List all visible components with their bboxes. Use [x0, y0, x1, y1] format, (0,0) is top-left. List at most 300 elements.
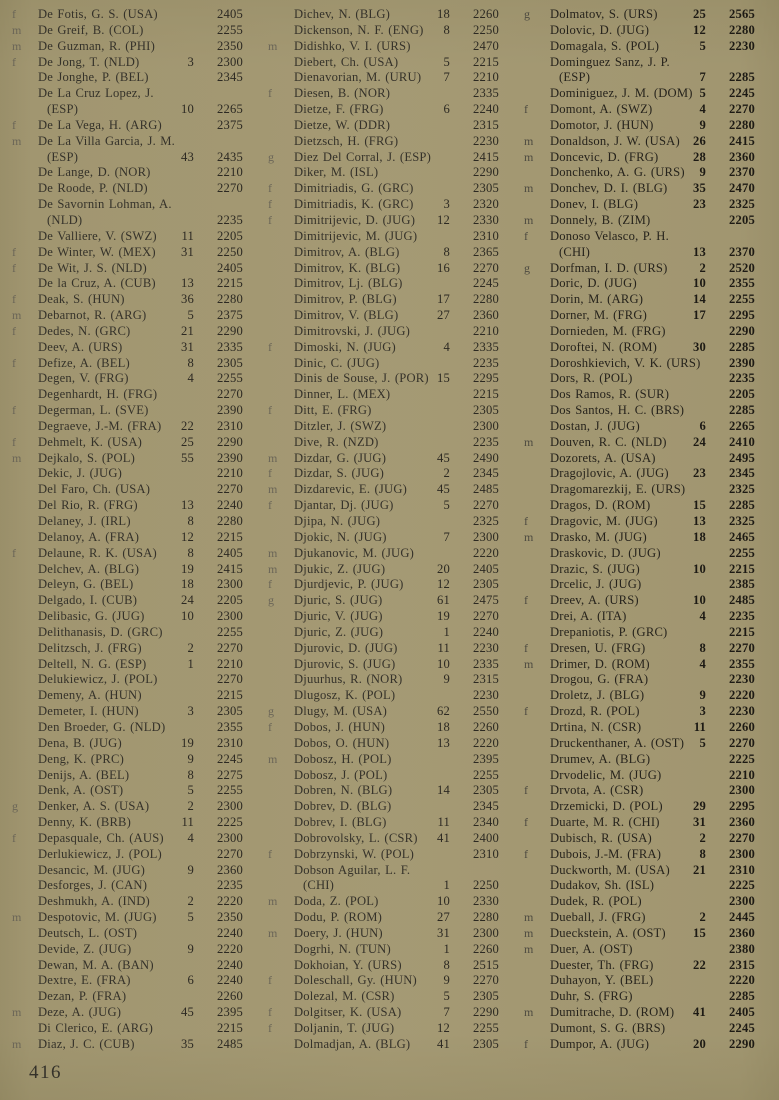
rating-value: 2230: [473, 133, 499, 148]
games-count: 9: [187, 941, 194, 956]
rating-list-row: [12, 245, 243, 261]
player-name: Dragomarezkij, E. (URS): [550, 482, 686, 497]
player-name: Donchenko, A. G. (URS): [550, 165, 685, 180]
title-letter: m: [524, 133, 534, 148]
rating-value: 2270: [729, 830, 755, 845]
rating-list-row: [268, 356, 499, 372]
title-letter: f: [12, 545, 17, 560]
rating-value: 2255: [473, 1021, 499, 1035]
rating-list-row: [12, 86, 243, 102]
player-name: De Roode, P. (NLD): [38, 181, 148, 196]
games-count: 18: [437, 719, 450, 734]
player-name: Dragojlovic, A. (JUG): [550, 466, 669, 481]
rating-list-row: [12, 1037, 243, 1053]
games-count: 3: [699, 704, 706, 719]
rating-value: 2350: [217, 910, 243, 925]
player-name: Delaney, J. (IRL): [38, 514, 131, 528]
games-count: 4: [699, 102, 706, 117]
rating-list-row: [268, 815, 499, 831]
title-letter: f: [268, 466, 273, 481]
games-count: 2: [187, 640, 194, 655]
title-letter: m: [268, 925, 278, 940]
rating-list-row: [268, 973, 499, 989]
page-number: 416: [29, 1062, 62, 1083]
rating-list-row: [12, 371, 243, 387]
player-name: Dogrhi, N. (TUN): [294, 941, 391, 956]
player-name: Djuurhus, R. (NOR): [294, 672, 403, 687]
rating-value: 2475: [473, 593, 499, 608]
rating-value: 2320: [473, 197, 499, 212]
rating-list-row: [12, 831, 243, 847]
rating-list-row: [524, 1037, 755, 1053]
rating-list-row: [12, 562, 243, 578]
rating-value: 2300: [473, 418, 499, 433]
player-name: Dumitrache, D. (ROM): [550, 1005, 675, 1020]
rating-list-row: [524, 878, 755, 894]
rating-value: 2435: [217, 149, 243, 164]
player-name: Den Broeder, G. (NLD): [38, 719, 166, 734]
player-name: Domotor, J. (HUN): [550, 117, 654, 132]
player-name: Drazic, S. (JUG): [550, 561, 640, 576]
rating-list-row: [524, 942, 755, 958]
rating-value: 2565: [729, 7, 755, 21]
player-name: Dornieden, M. (FRG): [550, 323, 666, 338]
player-name: Drepaniotis, P. (GRC): [550, 624, 668, 639]
player-name: Deshmukh, A. (IND): [38, 894, 150, 909]
games-count: 9: [699, 688, 706, 703]
rating-value: 2260: [729, 719, 755, 734]
player-name: Depasquale, Ch. (AUS): [38, 830, 164, 845]
games-count: 13: [181, 498, 194, 513]
player-name: Dobrev, D. (BLG): [294, 799, 392, 814]
rating-list-row: [12, 70, 243, 86]
player-name: Degerman, L. (SVE): [38, 403, 149, 418]
rating-list-row: [524, 324, 755, 340]
player-name: Desforges, J. (CAN): [38, 878, 148, 893]
title-letter: f: [12, 830, 17, 845]
games-count: 2: [699, 910, 706, 925]
rating-list-row: [12, 593, 243, 609]
rating-list-row: [268, 704, 499, 720]
games-count: 41: [693, 1005, 706, 1020]
games-count: 23: [693, 197, 706, 212]
player-name: Doljanin, T. (JUG): [294, 1021, 395, 1035]
rating-list-row: [268, 546, 499, 562]
player-name: Dizdar, S. (JUG): [294, 466, 385, 481]
rating-value: 2270: [473, 609, 499, 624]
rating-list-row: [12, 609, 243, 625]
title-letter: f: [268, 86, 273, 101]
rating-list-row: [524, 340, 755, 356]
games-count: 17: [437, 292, 450, 307]
rating-value: 2515: [473, 957, 499, 972]
player-name: Duhr, S. (FRG): [550, 989, 633, 1004]
player-name: (ESP): [47, 149, 79, 164]
rating-list-row: [268, 466, 499, 482]
player-name: Dragos, D. (ROM): [550, 498, 651, 513]
player-name: Dodu, P. (ROM): [294, 910, 383, 925]
rating-value: 2270: [473, 498, 499, 513]
rating-value: 2220: [217, 941, 243, 956]
rating-value: 2240: [217, 957, 243, 972]
player-name: Desancic, M. (JUG): [38, 862, 146, 877]
games-count: 15: [693, 925, 706, 940]
player-name: Dimitrov, V. (BLG): [294, 308, 399, 323]
player-name: Donaldson, J. W. (USA): [550, 133, 680, 148]
rating-value: 2260: [473, 941, 499, 956]
rating-list-row: [524, 276, 755, 292]
rating-value: 2205: [217, 228, 243, 243]
rating-value: 2220: [729, 973, 755, 988]
player-name: Dinner, L. (MEX): [294, 387, 391, 402]
player-name: Donchev, D. I. (BLG): [550, 181, 668, 196]
rating-value: 2210: [729, 767, 755, 782]
rating-value: 2240: [473, 624, 499, 639]
rating-column-3: [524, 7, 755, 1053]
rating-value: 2330: [473, 894, 499, 909]
rating-value: 2300: [217, 830, 243, 845]
rating-list-row: [268, 387, 499, 403]
rating-list-row: [12, 7, 243, 23]
rating-value: 2360: [729, 149, 755, 164]
rating-value: 2270: [729, 102, 755, 117]
player-name: Dresen, U. (FRG): [550, 640, 646, 655]
rating-value: 2415: [729, 133, 755, 148]
rating-value: 2390: [217, 403, 243, 418]
games-count: 10: [437, 656, 450, 671]
rating-value: 2290: [729, 323, 755, 338]
games-count: 9: [699, 165, 706, 180]
games-count: 55: [181, 450, 194, 465]
rating-value: 2490: [473, 450, 499, 465]
rating-list-row: [524, 720, 755, 736]
rating-list-row: [12, 292, 243, 308]
rating-list-row: [268, 70, 499, 86]
player-name: Djukanovic, M. (JUG): [294, 545, 415, 560]
title-letter: m: [12, 133, 22, 148]
games-count: 9: [443, 973, 450, 988]
rating-value: 2215: [217, 1021, 243, 1035]
player-name: Dobrzynski, W. (POL): [294, 846, 415, 861]
player-name: Delithanasis, D. (GRC): [38, 624, 163, 639]
title-letter: m: [524, 1005, 534, 1020]
title-letter: f: [524, 228, 529, 243]
rating-value: 2270: [217, 640, 243, 655]
games-count: 31: [693, 815, 706, 830]
rating-value: 2485: [473, 482, 499, 497]
player-name: Dubisch, R. (USA): [550, 830, 652, 845]
player-name: Dimoski, N. (JUG): [294, 339, 396, 354]
rating-list-row: [524, 910, 755, 926]
games-count: 24: [181, 593, 194, 608]
player-name: Ditt, E. (FRG): [294, 403, 372, 418]
rating-value: 2270: [473, 260, 499, 275]
rating-list-row: [524, 783, 755, 799]
games-count: 10: [693, 593, 706, 608]
games-count: 13: [693, 244, 706, 259]
player-name: Dietze, W. (DDR): [294, 117, 391, 132]
title-letter: g: [268, 593, 275, 608]
rating-value: 2405: [729, 1005, 755, 1020]
rating-value: 2295: [729, 308, 755, 323]
player-name: Dolgitser, K. (USA): [294, 1005, 402, 1020]
rating-list-row: [268, 593, 499, 609]
rating-list-row: [268, 39, 499, 55]
games-count: 26: [693, 133, 706, 148]
games-count: 9: [443, 672, 450, 687]
player-name: Dobrovolsky, L. (CSR): [294, 830, 418, 845]
player-name: Dimitrovski, J. (JUG): [294, 323, 411, 338]
rating-list-row: [524, 704, 755, 720]
rating-list-row: [524, 466, 755, 482]
rating-list-row: [268, 181, 499, 197]
rating-list-row: [268, 165, 499, 181]
rating-list-row: [524, 958, 755, 974]
rating-list-row: [12, 118, 243, 134]
player-name: De Lange, D. (NOR): [38, 165, 151, 180]
rating-value: 2410: [729, 434, 755, 449]
title-letter: f: [12, 54, 17, 69]
games-count: 5: [187, 783, 194, 798]
title-letter: f: [268, 719, 273, 734]
rating-list-row: [524, 609, 755, 625]
rating-value: 2280: [217, 292, 243, 307]
games-count: 21: [181, 323, 194, 338]
games-count: 8: [187, 545, 194, 560]
player-name: Degenhardt, H. (FRG): [38, 387, 158, 402]
rating-list-row: [524, 292, 755, 308]
rating-value: 2470: [473, 38, 499, 53]
title-letter: m: [12, 308, 22, 323]
rating-value: 2305: [473, 577, 499, 592]
player-name: De La Vega, H. (ARG): [38, 117, 162, 132]
games-count: 18: [693, 529, 706, 544]
player-name: Douven, R. C. (NLD): [550, 434, 667, 449]
rating-list-row: [12, 134, 243, 150]
rating-list-row: [524, 39, 755, 55]
player-name: Dolezal, M. (CSR): [294, 989, 395, 1004]
rating-value: 2270: [217, 181, 243, 196]
player-name: Deak, S. (HUN): [38, 292, 125, 307]
rating-value: 2310: [729, 862, 755, 877]
rating-value: 2245: [729, 1021, 755, 1035]
rating-value: 2375: [217, 308, 243, 323]
rating-list-row: [524, 165, 755, 181]
rating-value: 2225: [217, 815, 243, 830]
rating-value: 2415: [473, 149, 499, 164]
games-count: 5: [443, 989, 450, 1004]
player-name: Dolmatov, S. (URS): [550, 7, 658, 21]
rating-list-row: [268, 197, 499, 213]
games-count: 41: [437, 830, 450, 845]
rating-value: 2485: [217, 1036, 243, 1051]
player-name: De la Cruz, A. (CUB): [38, 276, 156, 291]
rating-value: 2395: [473, 751, 499, 766]
rating-value: 2310: [217, 418, 243, 433]
games-count: 2: [187, 799, 194, 814]
title-letter: m: [524, 181, 534, 196]
rating-value: 2285: [729, 339, 755, 354]
title-letter: f: [524, 102, 529, 117]
player-name: Dobos, O. (HUN): [294, 735, 390, 750]
rating-value: 2280: [217, 514, 243, 528]
rating-value: 2230: [729, 672, 755, 687]
rating-list-row: [268, 641, 499, 657]
rating-value: 2270: [217, 846, 243, 861]
player-name: Drzemicki, D. (POL): [550, 799, 663, 814]
title-letter: f: [268, 212, 273, 227]
player-name: Drozd, R. (POL): [550, 704, 640, 719]
rating-value: 2405: [217, 7, 243, 21]
games-count: 5: [699, 86, 706, 101]
rating-value: 2265: [729, 418, 755, 433]
games-count: 10: [693, 561, 706, 576]
rating-list-row: [268, 752, 499, 768]
title-letter: f: [524, 514, 529, 528]
rating-value: 2305: [473, 783, 499, 798]
rating-list-row: [268, 435, 499, 451]
rating-value: 2255: [217, 22, 243, 37]
title-letter: f: [12, 117, 17, 132]
games-count: 15: [693, 498, 706, 513]
player-name: Doncevic, D. (FRG): [550, 149, 659, 164]
player-name: Donnely, B. (ZIM): [550, 212, 651, 227]
rating-value: 2300: [217, 609, 243, 624]
games-count: 20: [437, 561, 450, 576]
player-name: Diebert, Ch. (USA): [294, 54, 399, 69]
rating-list-row: [12, 910, 243, 926]
title-letter: f: [268, 181, 273, 196]
rating-value: 2310: [473, 846, 499, 861]
rating-value: 2210: [217, 165, 243, 180]
rating-value: 2255: [217, 624, 243, 639]
rating-value: 2385: [729, 577, 755, 592]
games-count: 27: [437, 910, 450, 925]
rating-list-row: [524, 498, 755, 514]
rating-list-row: [12, 498, 243, 514]
player-name: Dobren, N. (BLG): [294, 783, 393, 798]
player-name: Drcelic, J. (JUG): [550, 577, 642, 592]
games-count: 12: [437, 1021, 450, 1035]
games-count: 11: [437, 640, 450, 655]
games-count: 45: [437, 450, 450, 465]
rating-value: 2355: [729, 656, 755, 671]
rating-list-row: [524, 213, 755, 229]
rating-value: 2270: [217, 672, 243, 687]
title-letter: f: [12, 260, 17, 275]
rating-value: 2445: [729, 910, 755, 925]
rating-list-row: [524, 55, 755, 71]
player-name: Dienavorian, M. (URU): [294, 70, 422, 85]
rating-value: 2360: [473, 308, 499, 323]
rating-list-row: [12, 39, 243, 55]
rating-value: 2215: [729, 561, 755, 576]
rating-list-row: [524, 752, 755, 768]
rating-value: 2215: [217, 276, 243, 291]
title-letter: m: [12, 1036, 22, 1051]
player-name: Dueball, J. (FRG): [550, 910, 646, 925]
player-name: De Guzman, R. (PHI): [38, 38, 155, 53]
title-letter: f: [524, 640, 529, 655]
player-name: Duckworth, M. (USA): [550, 862, 670, 877]
player-name: Doroftei, N. (ROM): [550, 339, 658, 354]
title-letter: m: [524, 941, 534, 956]
player-name: Diez Del Corral, J. (ESP): [294, 149, 432, 164]
rating-value: 2300: [217, 577, 243, 592]
player-name: Dobson Aguilar, L. F.: [294, 862, 411, 877]
rating-value: 2290: [217, 434, 243, 449]
title-letter: f: [268, 339, 273, 354]
player-name: Dominguez Sanz, J. P.: [550, 54, 670, 69]
rating-value: 2285: [729, 70, 755, 85]
rating-list-row: [524, 451, 755, 467]
games-count: 36: [181, 292, 194, 307]
rating-value: 2315: [729, 957, 755, 972]
rating-list-row: [12, 641, 243, 657]
player-name: Dive, R. (NZD): [294, 434, 379, 449]
player-name: Demeny, A. (HUN): [38, 688, 142, 703]
rating-list-row: [268, 514, 499, 530]
player-name: Djurdjevic, P. (JUG): [294, 577, 404, 592]
player-name: Denijs, A. (BEL): [38, 767, 130, 782]
rating-list-row: [268, 498, 499, 514]
rating-list-row: [524, 625, 755, 641]
games-count: 35: [181, 1036, 194, 1051]
rating-list-row: [12, 229, 243, 245]
rating-value: 2260: [217, 989, 243, 1004]
player-name: Dimitrov, A. (BLG): [294, 244, 400, 259]
rating-value: 2270: [217, 482, 243, 497]
rating-list-row: [268, 958, 499, 974]
rating-value: 2240: [217, 498, 243, 513]
games-count: 10: [693, 276, 706, 291]
rating-value: 2275: [217, 767, 243, 782]
rating-value: 2270: [729, 640, 755, 655]
rating-list-row: [268, 451, 499, 467]
player-name: Droletz, J. (BLG): [550, 688, 645, 703]
games-count: 3: [187, 54, 194, 69]
games-count: 13: [181, 276, 194, 291]
player-name: De Savornin Lohman, A.: [38, 197, 172, 212]
games-count: 12: [181, 529, 194, 544]
title-letter: f: [12, 323, 17, 338]
title-letter: m: [268, 38, 278, 53]
rating-list-row: [12, 688, 243, 704]
rating-value: 2210: [217, 466, 243, 481]
player-name: Devide, Z. (JUG): [38, 941, 132, 956]
rating-value: 2265: [217, 102, 243, 117]
rating-list-row: [12, 165, 243, 181]
player-name: Delanoy, A. (FRA): [38, 529, 140, 544]
player-name: Djokic, N. (JUG): [294, 529, 387, 544]
games-count: 31: [181, 244, 194, 259]
rating-value: 2305: [473, 403, 499, 418]
player-name: Doery, J. (HUN): [294, 925, 383, 940]
rating-list-row: [12, 625, 243, 641]
player-name: Dimitriadis, K. (GRC): [294, 197, 414, 212]
title-letter: m: [12, 38, 22, 53]
rating-list-row: [524, 562, 755, 578]
player-name: Dimitrijevic, D. (JUG): [294, 212, 416, 227]
title-letter: g: [268, 704, 275, 719]
rating-value: 2205: [729, 387, 755, 402]
player-name: De Jong, T. (NLD): [38, 54, 140, 69]
player-name: Dorin, M. (ARG): [550, 292, 644, 307]
games-count: 23: [693, 466, 706, 481]
player-name: Deutsch, L. (OST): [38, 925, 138, 940]
rating-value: 2325: [729, 514, 755, 528]
player-name: Dichev, N. (BLG): [294, 7, 391, 21]
